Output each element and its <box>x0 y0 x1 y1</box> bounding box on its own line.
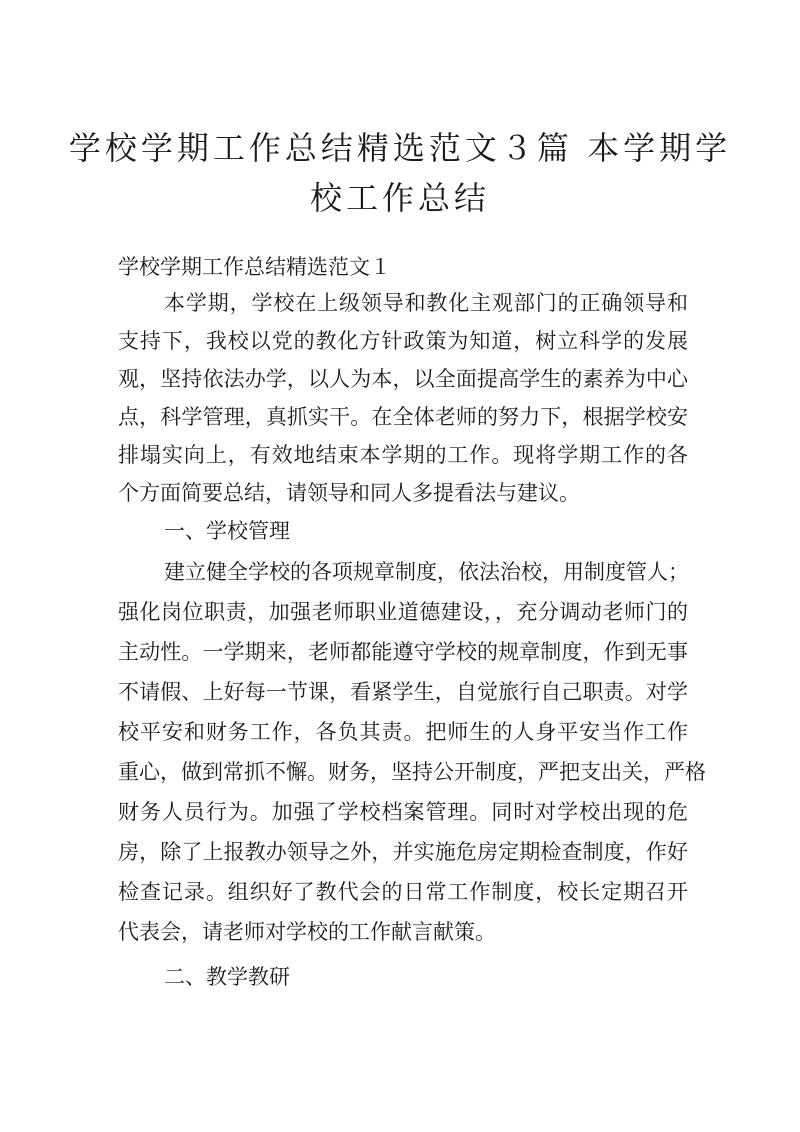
paragraph-line: 强化岗位职责，加强老师职业道德建设，，充分调动老师门的 <box>118 600 688 624</box>
section-heading-2: 二、教学教研 <box>164 965 290 989</box>
paragraph-line: 重心，做到常抓不懈。财务，坚持公开制度，严把支出关，严格 <box>118 760 706 784</box>
paragraph-line: 代表会，请老师对学校的工作献言献策。 <box>118 920 496 944</box>
section-heading-1: 一、学校管理 <box>164 519 290 543</box>
paragraph-line: 点，科学管理，真抓实干。在全体老师的努力下，根据学校安 <box>118 405 688 429</box>
document-title-line-1: 学校学期工作总结精选范文３篇 本学期学 <box>68 129 732 167</box>
paragraph-line: 观，坚持依法办学，以人为本，以全面提高学生的素养为中心 <box>118 367 688 391</box>
paragraph-line: 不请假、上好每一节课，看紧学生，自觉旅行自己职责。对学 <box>118 680 688 704</box>
section-subtitle: 学校学期工作总结精选范文１ <box>118 255 391 279</box>
paragraph-line: 校平安和财务工作，各负其责。把师生的人身平安当作工作 <box>118 720 688 744</box>
paragraph-line: 主动性。一学期来，老师都能遵守学校的规章制度，作到无事 <box>118 640 688 664</box>
paragraph-line: 建立健全学校的各项规章制度，依法治校，用制度管人； <box>164 560 689 584</box>
paragraph-line: 本学期，学校在上级领导和教化主观部门的正确领导和 <box>164 291 688 315</box>
paragraph-line: 个方面简要总结，请领导和同人多提看法与建议。 <box>118 481 580 505</box>
paragraph-line: 支持下，我校以党的教化方针政策为知道，树立科学的发展 <box>118 329 688 353</box>
paragraph-line: 房，除了上报教办领导之外，并实施危房定期检查制度，作好 <box>118 840 688 864</box>
paragraph-line: 财务人员行为。加强了学校档案管理。同时对学校出现的危 <box>118 800 688 824</box>
paragraph-line: 检查记录。组织好了教代会的日常工作制度，校长定期召开 <box>118 880 688 904</box>
paragraph-line: 排塌实向上，有效地结束本学期的工作。现将学期工作的各 <box>118 443 688 467</box>
document-title-line-2: 校工作总结 <box>309 179 490 217</box>
